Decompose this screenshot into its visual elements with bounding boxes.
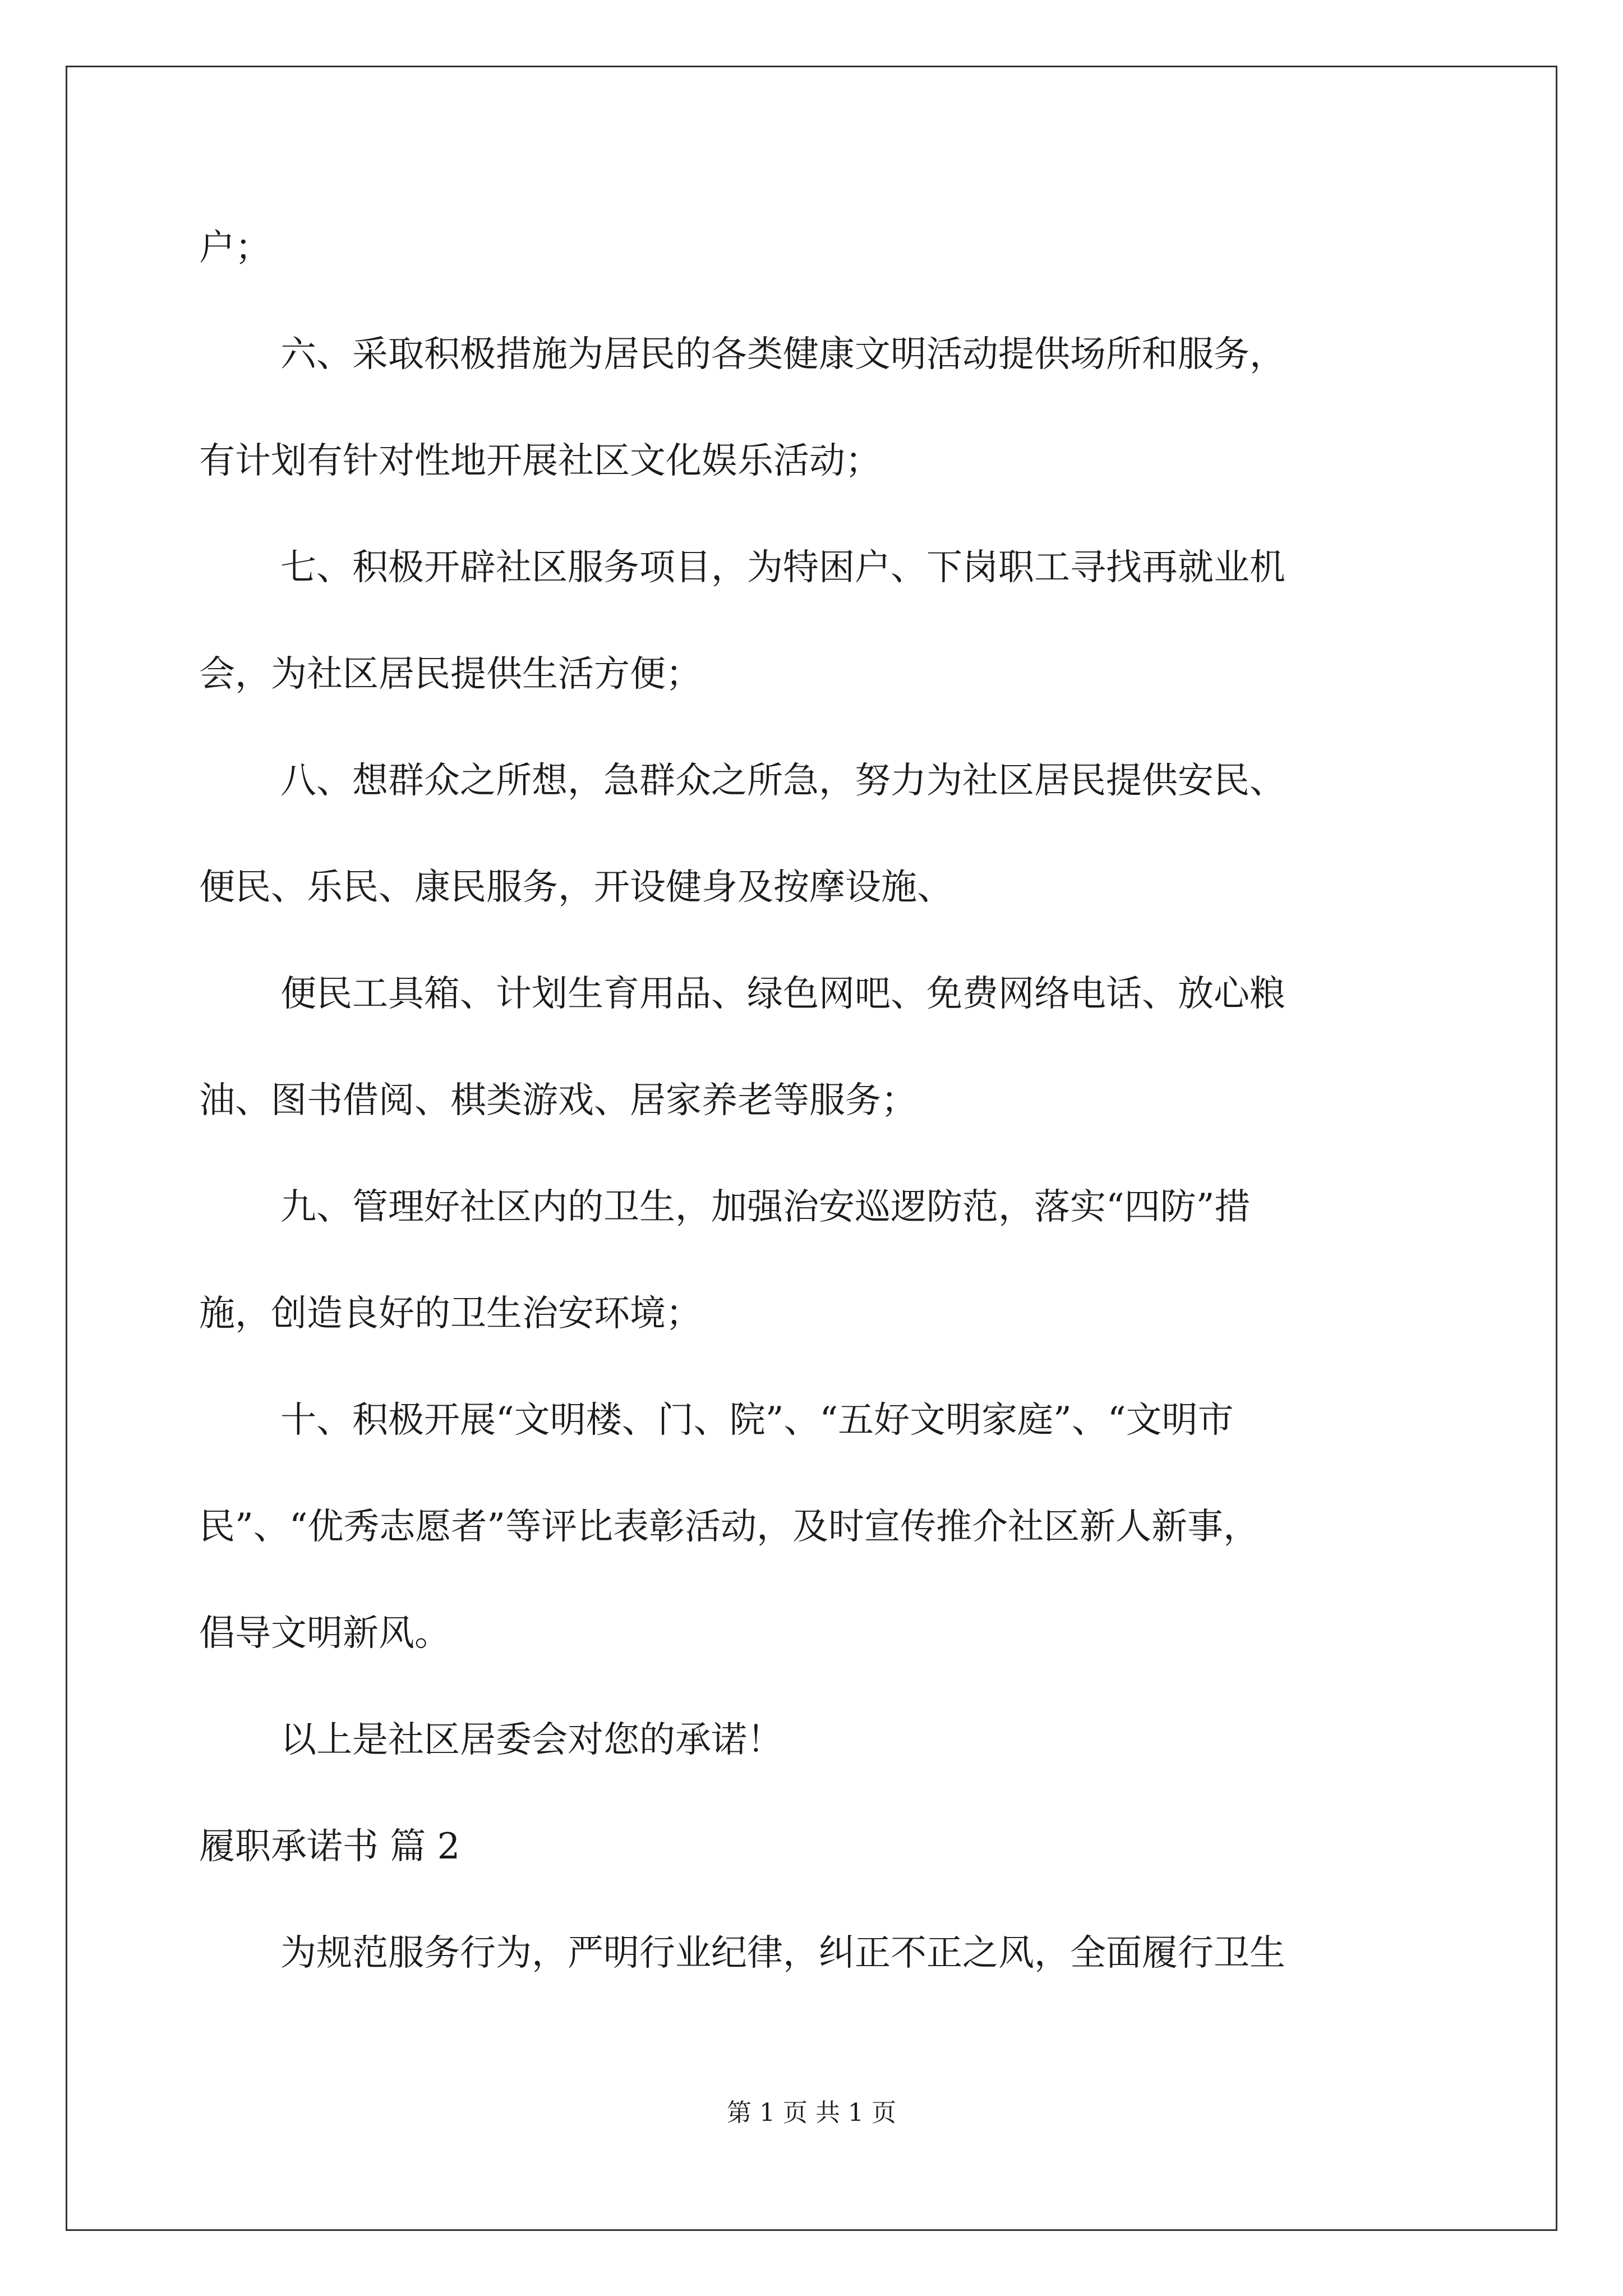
page-border <box>66 66 1557 2231</box>
text-line-17: 为规范服务行为，严明行业纪律，纠正不正之风，全面履行卫生 <box>280 1932 1285 1974</box>
text-line-12: 十、积极开展“文明楼、门、院”、“五好文明家庭”、“文明市 <box>280 1400 1234 1441</box>
text-line-3: 有计划有针对性地开展社区文化娱乐活动； <box>199 440 881 482</box>
page-footer: 第 1 页 共 1 页 <box>727 2099 896 2127</box>
text-line-10: 九、管理好社区内的卫生，加强治安巡逻防范，落实“四防”措 <box>280 1186 1251 1228</box>
text-line-14: 倡导文明新风。 <box>199 1613 450 1654</box>
text-line-5: 会，为社区居民提供生活方便； <box>199 654 702 695</box>
text-line-6: 八、想群众之所想，急群众之所急，努力为社区居民提供安民、 <box>280 760 1285 802</box>
text-line-8: 便民工具箱、计划生育用品、绿色网吧、免费网络电话、放心粮 <box>280 973 1285 1015</box>
text-line-4: 七、积极开辟社区服务项目，为特困户、下岗职工寻找再就业机 <box>280 547 1285 588</box>
text-line-13: 民”、“优秀志愿者”等评比表彰活动，及时宣传推介社区新人新事， <box>199 1506 1260 1548</box>
text-line-11: 施，创造良好的卫生治安环境； <box>199 1293 702 1335</box>
section-heading: 履职承诺书 篇 2 <box>199 1826 460 1867</box>
text-line-9: 油、图书借阅、棋类游戏、居家养老等服务； <box>199 1080 917 1121</box>
text-line-15: 以上是社区居委会对您的承诺！ <box>280 1719 783 1761</box>
text-line-1: 户； <box>199 227 271 269</box>
text-line-2: 六、采取积极措施为居民的各类健康文明活动提供场所和服务， <box>280 334 1285 375</box>
text-line-7: 便民、乐民、康民服务，开设健身及按摩设施、 <box>199 867 953 908</box>
